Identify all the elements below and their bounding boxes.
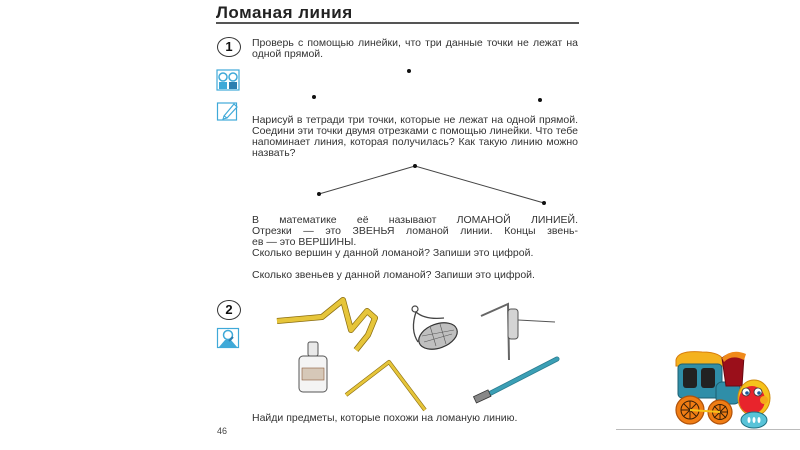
exercise-1-number: 1 [217, 37, 241, 57]
page-number: 46 [217, 426, 228, 436]
question-vertices: Сколько вершин у данной ломаной? Запиши это цифрой. [252, 247, 534, 259]
explanation-line-1: В математике её называют ЛОМАНОЙ ЛИНИЕЙ. [252, 214, 578, 226]
question-links: Сколько звеньев у данной ломаной? Запиши это цифрой. [252, 269, 535, 281]
bent-nail-hook-image [481, 304, 555, 360]
page-title: Ломаная линия [216, 3, 353, 22]
explanation-line-2: Отрезки — это ЗВЕНЬЯ ломаной линии. Концы звень- [252, 225, 578, 237]
exercise-1-draw-text: Нарисуй в тетради три точки, которые не лежат на одной прямой. Соедини эти точки двумя отрезками с помощью линейки. Что тебе напоминает линия, которая получилась? Как такую линию можно назвать? [252, 114, 578, 159]
compass-divider-image [346, 362, 425, 410]
glue-bottle-image [299, 342, 327, 392]
toy-train-image [672, 348, 772, 430]
exercise-2-task: Найди предметы, которые похожи на ломаную линию. [252, 412, 518, 424]
folding-ruler-image [277, 300, 375, 350]
exercise-1-task: Проверь с помощью линейки, что три данные точки не лежат на одной прямой. [252, 37, 578, 60]
tea-strainer-image [412, 306, 461, 354]
toothbrush-image [473, 359, 557, 403]
exercise-2-number: 2 [217, 300, 241, 320]
explanation-line-3: ев — это ВЕРШИНЫ. [252, 236, 357, 248]
